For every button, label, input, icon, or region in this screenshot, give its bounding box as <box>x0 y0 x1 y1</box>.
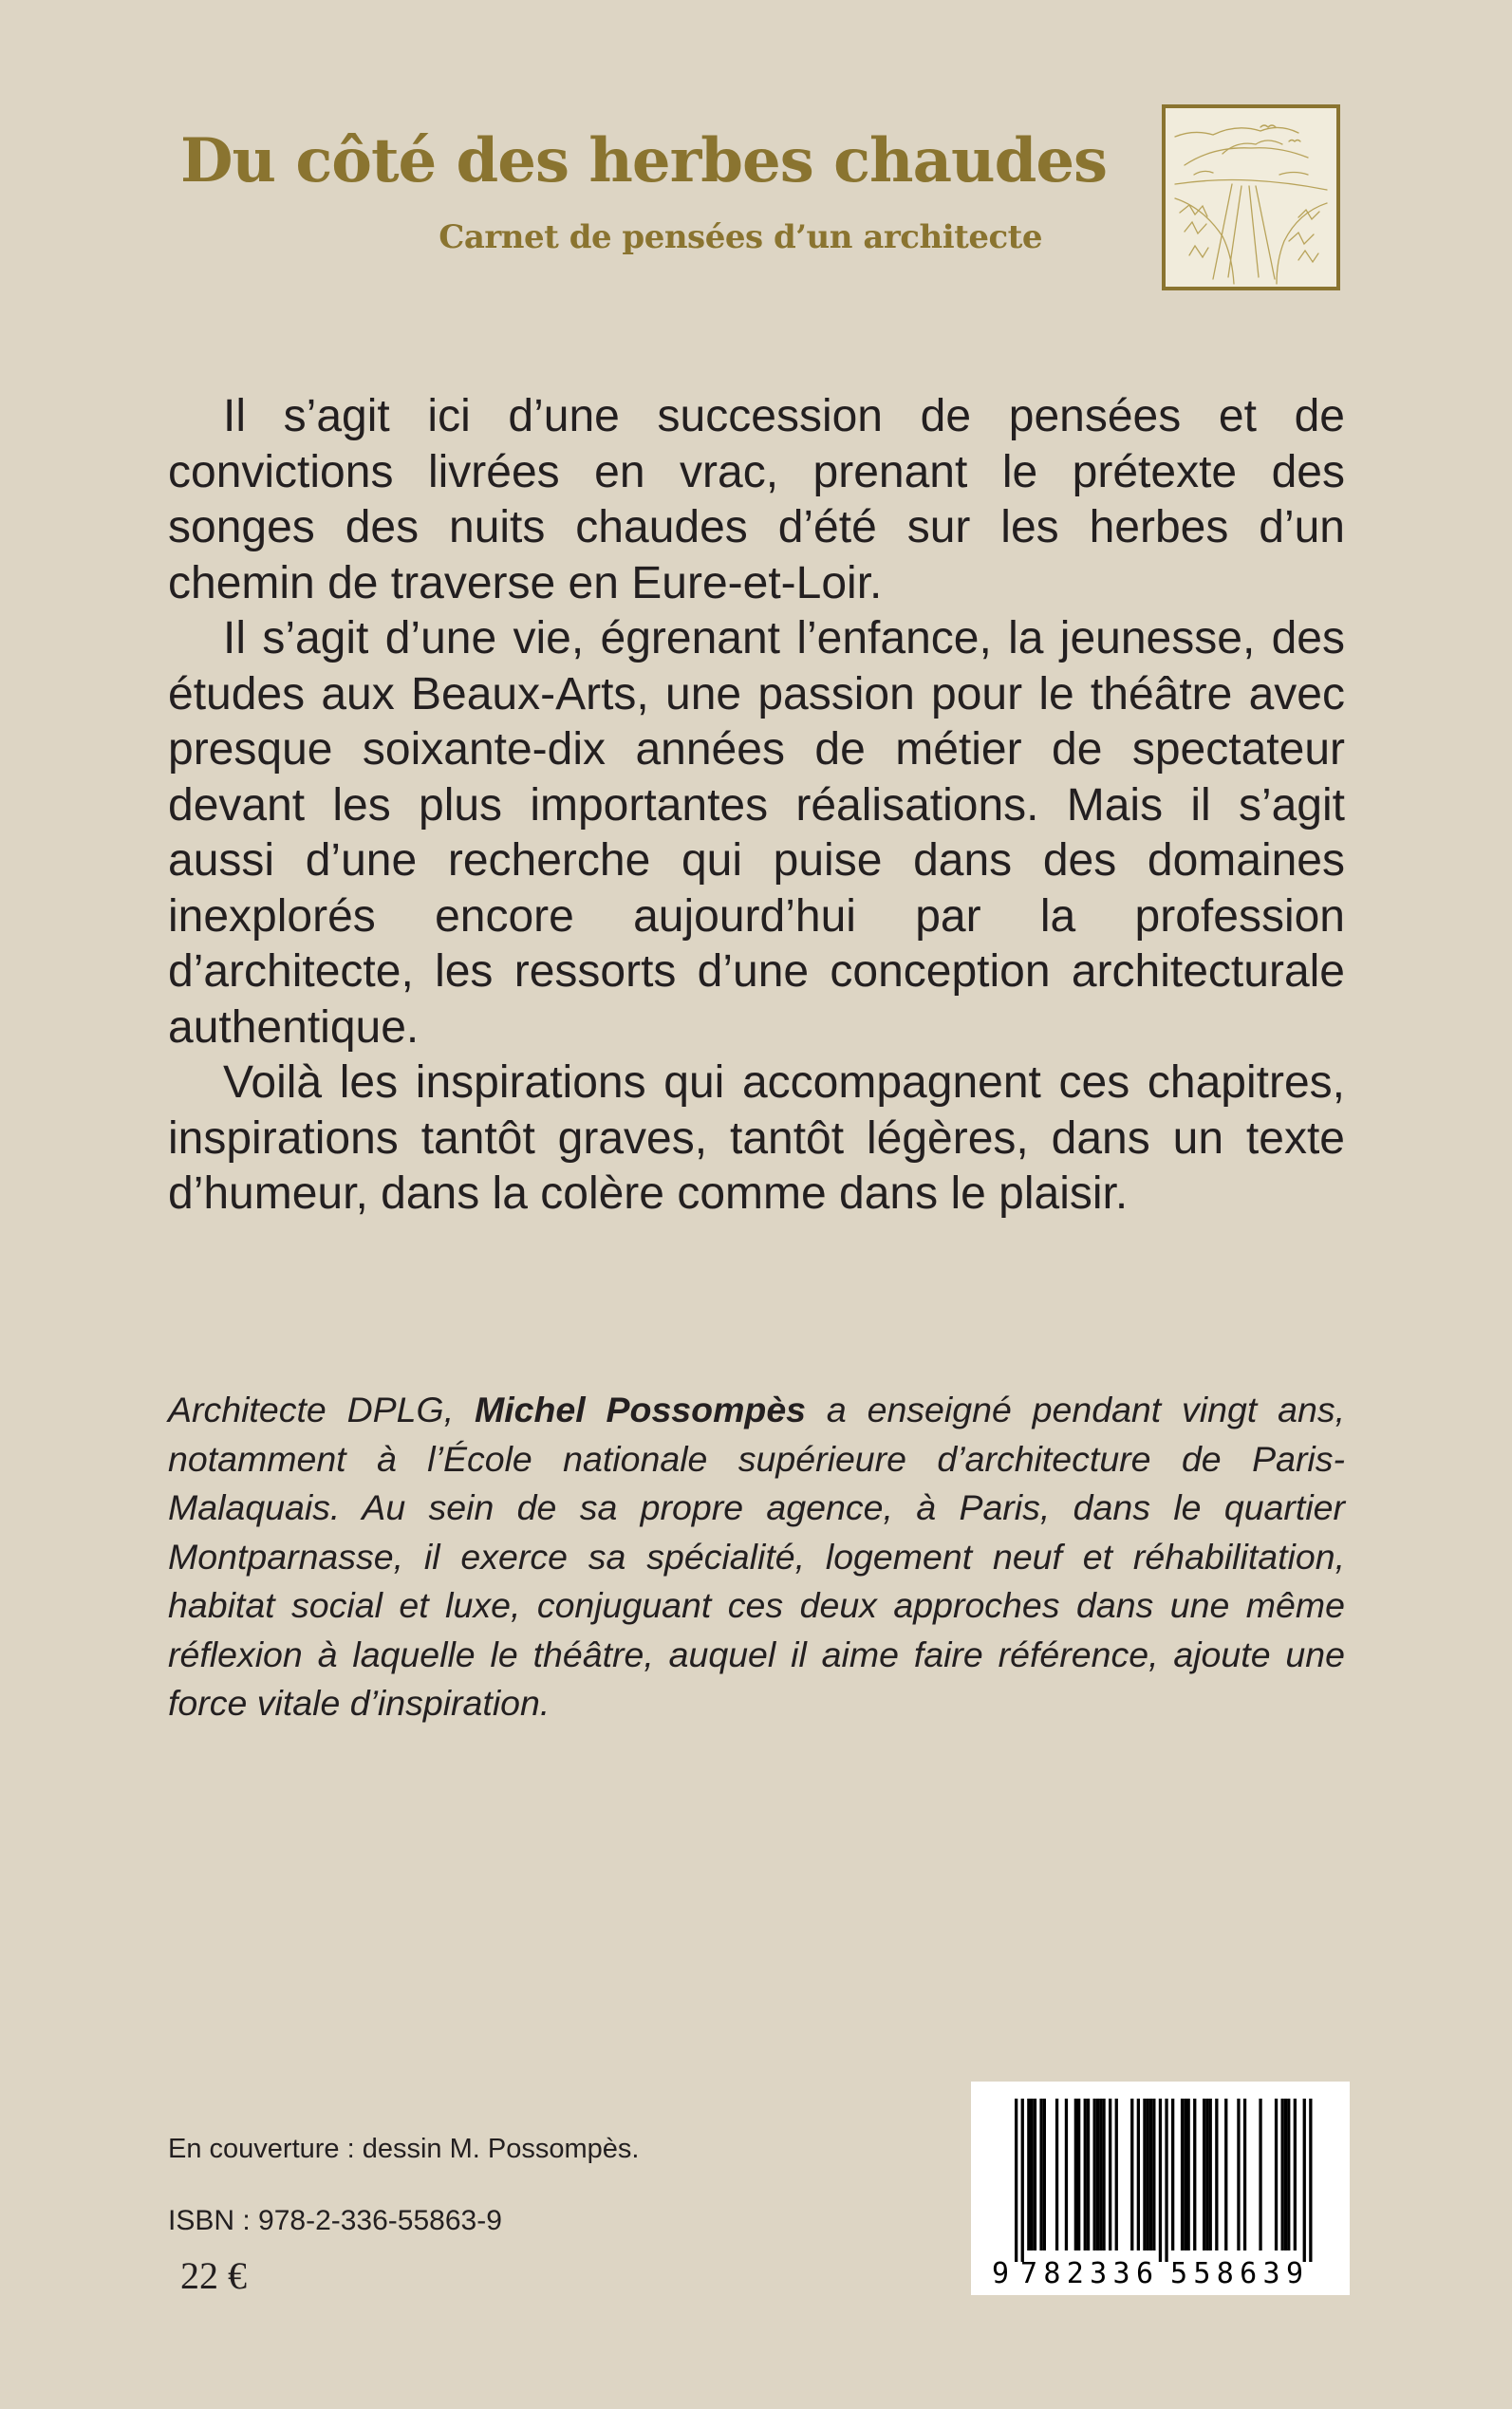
barcode-bar <box>1181 2099 1184 2250</box>
summary-paragraph: Il s’agit d’une vie, égrenant l’enfance, la jeunesse, des études aux Beaux-Arts, une passion pour le théâtre avec presque soixante-dix années de métier de spectateur devant les plus importantes réalisations. Mais il s’agit aussi d’une recherche qui puise dans des domaines inexplorés encore aujourd’hui par la profession d’architecte, les ressorts d’une conception architecturale authentique. <box>168 613 1345 1053</box>
barcode-bar <box>1039 2099 1042 2250</box>
book-title: Du côté des herbes chaudes <box>180 125 1108 196</box>
barcode-bar <box>1209 2099 1212 2250</box>
summary-paragraph: Il s’agit ici d’une succession de pensées et de convictions livrées en vrac, prenant le prétexte des songes des nuits chaudes d’été sur les herbes d’un chemin de traverse en Eure-et-Loir. <box>168 391 1345 608</box>
barcode-bar <box>1084 2099 1087 2250</box>
barcode-bar <box>1309 2099 1312 2262</box>
barcode-bar <box>1143 2099 1146 2250</box>
barcode-bar <box>1130 2099 1133 2250</box>
barcode-bar <box>1215 2099 1218 2250</box>
barcode-bar <box>1115 2099 1118 2250</box>
barcode-bar <box>1065 2099 1068 2250</box>
barcode-bar <box>1294 2099 1297 2250</box>
barcode-bar <box>1243 2099 1246 2250</box>
price: 22 € <box>180 2254 247 2297</box>
barcode-bar <box>1055 2099 1058 2250</box>
barcode-bar <box>1303 2099 1306 2262</box>
bio-rest: a enseigné pendant vingt ans, notamment à l’École nationale supérieure d’architecture de Paris-Malaquais. Au sein de sa propre agence, à Paris, dans le quartier Montparnasse, il exerce sa spécialité, logement neuf et réhabilitation, habitat social et luxe, conjuguant ces deux approches dans une même réflexion à laquelle le théâtre, auquel il aime faire référence, ajoute une force vitale d’inspiration. <box>168 1390 1345 1723</box>
barcode-bar <box>1171 2099 1174 2250</box>
barcode-bar <box>1043 2099 1046 2250</box>
barcode-bar <box>1077 2099 1080 2250</box>
barcode-bar <box>1203 2099 1205 2250</box>
barcode-bar <box>1147 2099 1149 2250</box>
author-name: Michel Possompès <box>474 1390 807 1429</box>
isbn: ISBN : 978-2-336-55863-9 <box>168 2205 502 2236</box>
barcode-bar <box>1087 2099 1090 2250</box>
barcode-bar <box>1224 2099 1227 2250</box>
bio-intro: Architecte DPLG, <box>168 1390 475 1429</box>
barcode-bar <box>1031 2099 1034 2250</box>
barcode-bar <box>1165 2099 1167 2262</box>
barcode-right-digits: 558639 <box>1170 2257 1303 2290</box>
barcode <box>971 2082 1350 2295</box>
barcode-bar <box>1184 2099 1186 2250</box>
author-bio <box>168 1386 1345 1728</box>
barcode-bar <box>1284 2099 1287 2250</box>
barcode-bar <box>1281 2099 1284 2250</box>
barcode-bar <box>1015 2099 1017 2262</box>
barcode-bar <box>1099 2099 1102 2250</box>
barcode-bar <box>1137 2099 1140 2250</box>
barcode-bar <box>1205 2099 1208 2250</box>
barcode-bar <box>1074 2099 1077 2250</box>
cover-thumbnail <box>1162 104 1340 290</box>
summary-text <box>168 389 1345 1223</box>
summary-paragraph: Voilà les inspirations qui accompagnent ces chapitres, inspirations tantôt graves, tantôt légères, dans un texte d’humeur, dans la colère comme dans le plaisir. <box>168 1057 1345 1219</box>
barcode-graphic <box>971 2082 1350 2295</box>
barcode-bar <box>1021 2099 1024 2262</box>
cover-credit: En couverture : dessin M. Possompès. <box>168 2134 640 2164</box>
barcode-bar <box>1159 2099 1162 2262</box>
barcode-bar <box>1287 2099 1290 2250</box>
book-subtitle: Carnet de pensées d’un architecte <box>439 218 1042 256</box>
barcode-bar <box>1187 2099 1190 2250</box>
barcode-bar <box>1096 2099 1099 2250</box>
barcode-left-digits: 782336 <box>1020 2257 1153 2290</box>
barcode-bar <box>1152 2099 1155 2250</box>
barcode-bar <box>1034 2099 1036 2250</box>
barcode-bar <box>1149 2099 1152 2250</box>
barcode-bar <box>1259 2099 1261 2250</box>
barcode-bar <box>1275 2099 1278 2250</box>
barcode-bar <box>1193 2099 1196 2250</box>
barcode-bar <box>1237 2099 1240 2250</box>
barcode-bar <box>1102 2099 1105 2250</box>
barcode-bar <box>1027 2099 1030 2250</box>
barcode-bar <box>1093 2099 1096 2250</box>
barcode-first-digit: 9 <box>992 2257 1010 2290</box>
barcode-bar <box>1109 2099 1111 2250</box>
landscape-sketch-icon <box>1166 108 1336 287</box>
